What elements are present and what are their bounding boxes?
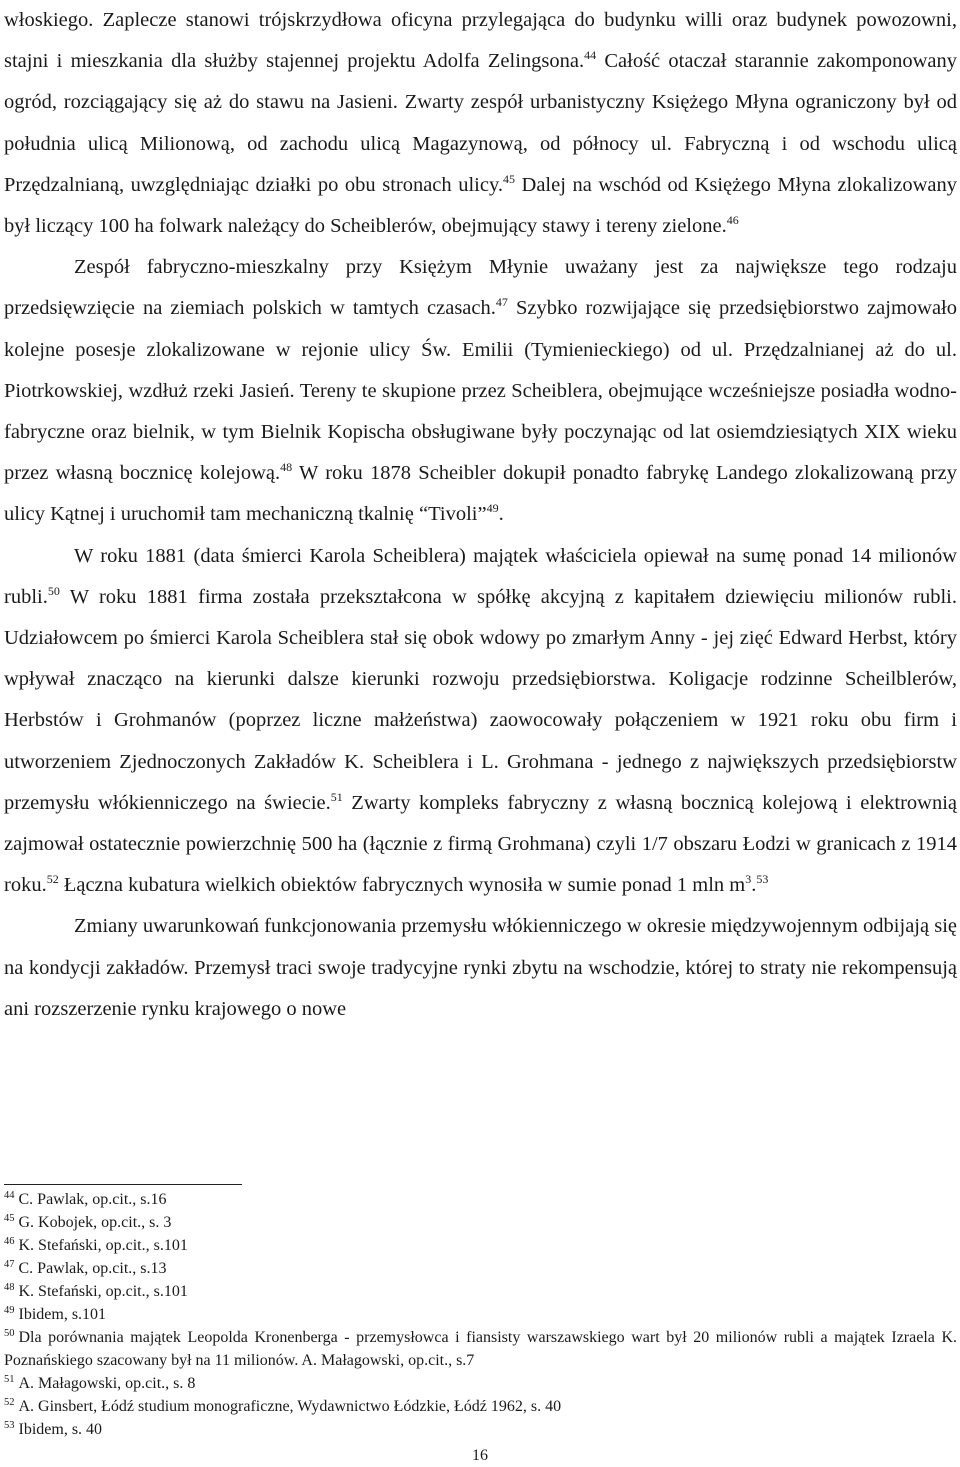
footnotes [4,1188,957,1441]
footnote-number: 48 [4,1282,15,1293]
footnote-text: Dla porównania majątek Leopolda Kronenberga - przemysłowca i fiansisty warszawskiego wart był 20 milionów rubli a majątek Izraela K. Poznańskiego szacowany był na 11 milionów. A. Małagowski, op.cit., s.7 [4,1329,957,1369]
footnote-text: C. Pawlak, op.cit., s.16 [18,1191,167,1208]
footnote-reference: 50 [47,583,60,598]
footnote-text: Ibidem, s.101 [18,1306,107,1323]
footnote-reference: 53 [756,872,769,887]
paragraph [4,247,957,535]
paragraph-text: W roku 1881 (data śmierci Karola Scheiblera) majątek właściciela opiewał na sumę ponad 14 milionów rubli. [4,544,957,608]
paragraph [4,536,957,907]
body-text [4,0,957,1030]
paragraph-text: W roku 1881 firma została przekształcona w spółkę akcyjną z kapitałem dziewięciu milionów rubli. Udziałowcem po śmierci Karola Scheiblera stał się obok wdowy po zmarłym Anny - jej zięć Edward Herbst, który wpływał znacząco na kierunki dalsze kierunki rozwoju przedsiębiorstwa. Koligacje rodzinne Scheilblerów, Herbstów i Grohmanów (poprzez liczne małżeństwa) zaowocowały połączeniem w 1921 roku obu firm i utworzeniem Zjednoczonych Zakładów K. Scheiblera i L. Grohmana - jednego z największych przedsiębiorstw przemysłu włókienniczego na świecie. [4,585,957,814]
footnote [4,1211,957,1234]
footnote-number: 44 [4,1190,15,1201]
paragraph-text: Całość otaczał starannie zakomponowany ogród, rozciągający się aż do stawu na Jasieni. Zwarty zespół urbanistyczny Księżego Młyna ograniczony był od południa ulicą Milionową, od zachodu ulicą Magazynową, od północy ul. Fabryczną i od wschodu ulicą Przędzalnianą, uwzględniając działki po obu stronach ulicy. [4,50,957,196]
footnote-number: 49 [4,1305,15,1316]
document-page [4,0,957,1030]
footnote-reference: 52 [46,872,59,887]
paragraph [4,906,957,1030]
footnote-reference: 3 [745,872,752,887]
footnote-number: 53 [4,1420,15,1431]
footnote [4,1234,957,1257]
paragraph-text: . [498,503,504,526]
footnote-number: 50 [4,1328,15,1339]
footnote-reference: 48 [280,460,293,475]
footnote-number: 47 [4,1259,15,1270]
footnote-text: G. Kobojek, op.cit., s. 3 [18,1214,172,1231]
footnote [4,1303,957,1326]
footnote [4,1257,957,1280]
footnote-reference: 45 [502,171,515,186]
paragraph-text: W roku 1878 Scheibler dokupił ponadto fabrykę Landego zlokalizowaną przy ulicy Kątnej i uruchomił tam mechaniczną tkalnię “Tivoli” [4,462,957,526]
paragraph-text: Łączna kubatura wielkich obiektów fabrycznych wynosiła w sumie ponad 1 mln m [58,874,746,897]
footnote-reference: 44 [584,48,597,63]
footnote-number: 51 [4,1374,15,1385]
paragraph [4,0,957,247]
paragraph-text: Zespół fabryczno-mieszkalny przy Księżym Młynie uważany jest za największe tego rodzaju przedsięwzięcie na ziemiach polskich w tamtych czasach. [4,256,957,320]
footnote-number: 52 [4,1397,15,1408]
paragraph-text: . [751,874,757,897]
footnote [4,1326,957,1372]
footnote-number: 46 [4,1236,15,1247]
footnote-reference: 51 [330,789,343,804]
footnote [4,1188,957,1211]
paragraph-text: Zwarty kompleks fabryczny z własną bocznicą kolejową i elektrownią zajmował ostatecznie powierzchnię 500 ha (łącznie z firmą Grohmana) czyli 1/7 obszaru Łodzi w granicach z 1914 roku. [4,791,957,897]
page-number: 16 [472,1447,488,1464]
footnote-reference: 49 [486,501,499,516]
paragraph-text: włoskiego. Zaplecze stanowi trójskrzydłowa oficyna przylegająca do budynku willi oraz budynek powozowni, stajni i mieszkania dla służby stajennej projektu Adolfa Zelingsona. [4,9,957,73]
footnote-text: A. Małagowski, op.cit., s. 8 [18,1375,196,1392]
footnote-text: Ibidem, s. 40 [18,1421,103,1438]
footnote-text: A. Ginsbert, Łódź studium monograficzne, Wydawnictwo Łódzkie, Łódź 1962, s. 40 [18,1398,562,1415]
footnote [4,1372,957,1395]
footnote-number: 45 [4,1213,15,1224]
paragraph-text: Szybko rozwijające się przedsiębiorstwo zajmowało kolejne posesje zlokalizowane w rejonie ulicy Św. Emilii (Tymienieckiego) od ul. Przędzalnianej aż do ul. Piotrkowskiej, wzdłuż rzeki Jasień. Tereny te skupione przez Scheiblera, obejmujące wcześniejsze posiadła wodno-fabryczne oraz bielnik, w tym Bielnik Kopischa obsługiwane były poczynając od lat osiemdziesiątych XIX wieku przez własną bocznicę kolejową. [4,297,958,485]
footnote-text: C. Pawlak, op.cit., s.13 [18,1260,167,1277]
footnote-reference: 46 [726,213,739,228]
footnote-text: K. Stefański, op.cit., s.101 [18,1237,188,1254]
footnote [4,1395,957,1418]
footnote-separator [4,1184,242,1185]
paragraph-text: Zmiany uwarunkowań funkcjonowania przemysłu włókienniczego w okresie międzywojennym odbijają się na kondycji zakładów. Przemysł traci swoje tradycyjne rynki zbytu na wschodzie, której to straty nie rekompensują ani rozszerzenie rynku krajowego o nowe [4,915,957,1020]
paragraph-text: Dalej na wschód od Księżego Młyna zlokalizowany był liczący 100 ha folwark należący do Scheiblerów, obejmujący stawy i tereny zielone. [4,173,957,238]
footnote-reference: 47 [495,295,508,310]
footnote-text: K. Stefański, op.cit., s.101 [18,1283,188,1300]
footnote [4,1418,957,1441]
footnote [4,1280,957,1303]
